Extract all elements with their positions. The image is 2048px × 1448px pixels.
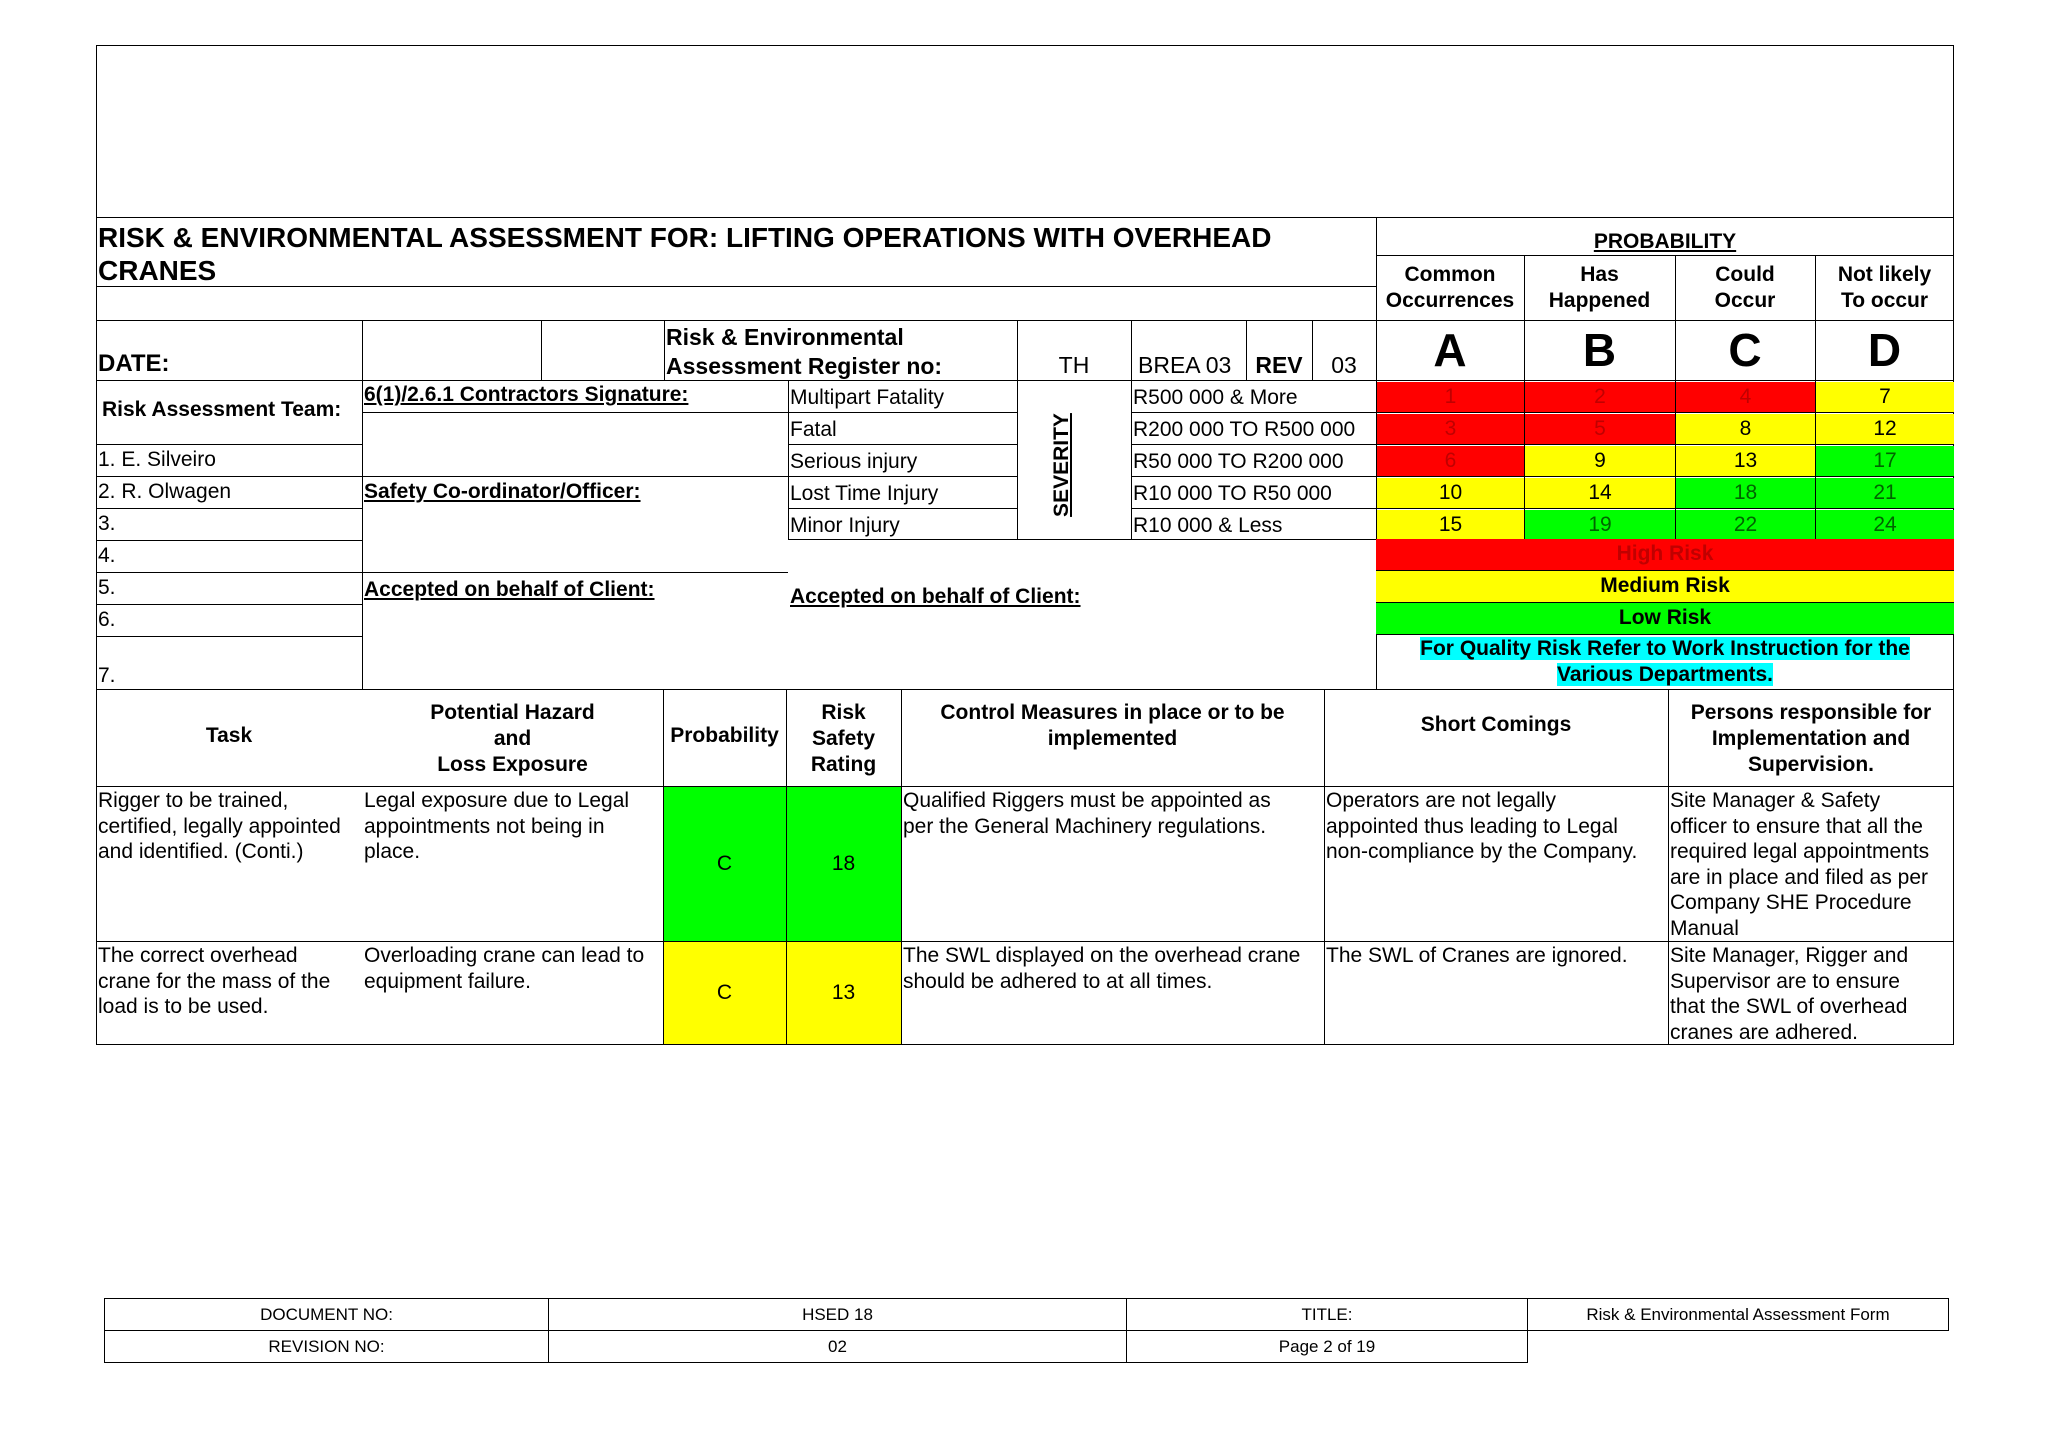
risk-matrix-cell: 2 [1525, 382, 1675, 412]
risk-matrix-cell: 9 [1525, 446, 1675, 476]
risk-matrix-cell: 17 [1816, 446, 1954, 476]
footer-doc-no: HSED 18 [549, 1299, 1127, 1331]
client-acceptance-label-right: Accepted on behalf of Client: [790, 585, 1081, 608]
divider [362, 412, 788, 413]
row-1-hazard: Legal exposure due to Legal appointments not being in place. [364, 789, 630, 863]
risk-matrix-cell: 14 [1525, 478, 1675, 508]
divider [1376, 634, 1954, 635]
footer-empty-cell [1528, 1331, 1949, 1363]
severity-label: SEVERITY [1050, 413, 1073, 517]
probability-column-a-label: Common Occurrences [1385, 263, 1515, 312]
divider [96, 572, 362, 573]
divider [788, 444, 1017, 445]
footer-revision: 02 [549, 1331, 1127, 1363]
legend-low-risk: Low Risk [1376, 603, 1954, 634]
team-member-5: 5. [98, 576, 116, 599]
divider [96, 786, 1954, 787]
rev-value: 03 [1331, 352, 1357, 378]
team-member-4: 4. [98, 544, 116, 567]
row-2-persons-responsible: Site Manager, Rigger and Supervisor are to ensure that the SWL of overhead cranes are adhered. [1670, 944, 1909, 1044]
risk-matrix-cell: 24 [1816, 510, 1954, 540]
severity-cost: R10 000 TO R50 000 [1133, 482, 1332, 505]
divider [1131, 508, 1954, 509]
team-member-1: 1. E. Silveiro [98, 448, 216, 471]
register-prefix: TH [1058, 352, 1090, 378]
divider [362, 320, 1376, 321]
row-2-rating: 13 [831, 981, 856, 1004]
probability-letter-c: C [1728, 324, 1762, 376]
severity-cost: R500 000 & More [1133, 386, 1298, 409]
safety-officer-label: Safety Co-ordinator/Officer: [364, 480, 641, 503]
divider [96, 941, 1954, 942]
row-1-task: Rigger to be trained, certified, legally appointed and identified. (Conti.) [98, 789, 341, 863]
row-1-persons-responsible: Site Manager & Safety officer to ensure that all the required legal appointments are in place and filed as per Company SHE Procedure Manual [1670, 789, 1930, 940]
footer-title: Risk & Environmental Assessment Form [1528, 1299, 1949, 1331]
divider [96, 508, 362, 509]
team-member-7: 7. [98, 664, 116, 687]
probability-letter-b: B [1582, 324, 1617, 376]
risk-matrix-cell: 18 [1676, 478, 1815, 508]
severity-consequence: Fatal [790, 418, 837, 441]
divider [541, 320, 542, 380]
row-1-rating: 18 [831, 852, 856, 875]
divider [96, 286, 1376, 287]
divider [96, 476, 362, 477]
severity-consequence: Multipart Fatality [790, 386, 945, 409]
severity-cost: R50 000 TO R200 000 [1133, 450, 1344, 473]
divider [1131, 476, 1954, 477]
probability-letter-a: A [1433, 324, 1467, 376]
risk-matrix-cell: 19 [1525, 510, 1675, 540]
risk-matrix-cell: 8 [1676, 414, 1815, 444]
risk-matrix-cell: 21 [1816, 478, 1954, 508]
severity-cost: R10 000 & Less [1133, 514, 1283, 537]
contractor-signature-label: 6(1)/2.6.1 Contractors Signature: [364, 383, 689, 406]
divider [788, 412, 1017, 413]
probability-letter-d: D [1867, 324, 1902, 376]
probability-heading: PROBABILITY [1593, 230, 1737, 253]
divider [362, 476, 788, 477]
divider [96, 217, 1954, 218]
document-footer [104, 1298, 1949, 1363]
divider [96, 636, 362, 637]
divider [96, 380, 1954, 381]
team-label: Risk Assessment Team: [102, 398, 342, 421]
legend-quality-note: For Quality Risk Refer to Work Instruction for the Various Departments. [1420, 637, 1910, 686]
risk-matrix-cell: 4 [1676, 382, 1815, 412]
row-2-short-comings: The SWL of Cranes are ignored. [1326, 944, 1628, 967]
divider [788, 508, 1017, 509]
risk-matrix-cell: 13 [1676, 446, 1815, 476]
risk-matrix-cell: 10 [1377, 478, 1524, 508]
row-1-short-comings: Operators are not legally appointed thus leading to Legal non-compliance by the Company. [1326, 789, 1638, 863]
column-header-short-comings: Short Comings [1420, 713, 1572, 736]
footer-title-label: TITLE: [1127, 1299, 1528, 1331]
risk-matrix-cell: 1 [1377, 382, 1524, 412]
team-member-2: 2. R. Olwagen [98, 480, 232, 503]
team-member-6: 6. [98, 608, 116, 631]
column-header-control-measures: Control Measures in place or to be implemented [940, 701, 1285, 750]
risk-matrix-cell: 3 [1377, 414, 1524, 444]
row-2-hazard: Overloading crane can lead to equipment failure. [364, 944, 645, 993]
register-number: BREA 03 [1138, 352, 1232, 378]
severity-cost: R200 000 TO R500 000 [1133, 418, 1356, 441]
column-header-persons-responsible: Persons responsible for Implementation and Supervision. [1690, 701, 1932, 776]
divider [1131, 444, 1954, 445]
divider [1131, 412, 1954, 413]
row-2-probability: C [716, 981, 733, 1004]
divider [96, 689, 1954, 690]
legend-medium-risk: Medium Risk [1376, 571, 1954, 602]
divider [96, 540, 362, 541]
divider [788, 476, 1017, 477]
column-header-hazard: Potential Hazard and Loss Exposure [430, 701, 595, 776]
rev-label: REV [1255, 352, 1303, 378]
row-2-control-measures: The SWL displayed on the overhead crane should be adhered to at all times. [903, 944, 1301, 993]
column-header-probability: Probability [670, 724, 779, 747]
row-1-control-measures: Qualified Riggers must be appointed as per the General Machinery regulations. [903, 789, 1271, 838]
team-member-3: 3. [98, 512, 116, 535]
risk-matrix-cell: 15 [1377, 510, 1524, 540]
column-header-task: Task [205, 724, 253, 747]
risk-matrix-cell: 7 [1816, 382, 1954, 412]
risk-matrix-cell: 6 [1377, 446, 1524, 476]
divider [1376, 255, 1954, 256]
risk-matrix-cell: 5 [1525, 414, 1675, 444]
legend-high-risk: High Risk [1376, 539, 1954, 570]
client-acceptance-label-left: Accepted on behalf of Client: [364, 578, 655, 601]
divider [96, 444, 362, 445]
footer-revision-label: REVISION NO: [105, 1331, 549, 1363]
divider [362, 320, 363, 689]
divider [1324, 689, 1325, 1045]
row-1-probability: C [716, 852, 733, 875]
footer-doc-no-label: DOCUMENT NO: [105, 1299, 549, 1331]
severity-consequence: Minor Injury [790, 514, 900, 537]
date-label: DATE: [98, 350, 170, 377]
register-label: Risk & Environmental Assessment Register no: [666, 324, 943, 379]
row-2-task: The correct overhead crane for the mass of the load is to be used. [98, 944, 331, 1018]
divider [362, 572, 788, 573]
risk-matrix-cell: 22 [1676, 510, 1815, 540]
probability-column-d-label: Not likely To occur [1837, 263, 1932, 312]
severity-consequence: Lost Time Injury [790, 482, 939, 505]
risk-matrix-cell: 12 [1816, 414, 1954, 444]
column-header-rating: Risk Safety Rating [810, 701, 877, 776]
probability-column-c-label: Could Occur [1714, 263, 1776, 312]
severity-consequence: Serious injury [790, 450, 918, 473]
divider [664, 320, 665, 380]
probability-column-b-label: Has Happened [1548, 263, 1651, 312]
divider [96, 604, 362, 605]
footer-page-number: Page 2 of 19 [1127, 1331, 1528, 1363]
page-title: RISK & ENVIRONMENTAL ASSESSMENT FOR: LIFTING OPERATIONS WITH OVERHEAD CRANES [98, 222, 1272, 286]
